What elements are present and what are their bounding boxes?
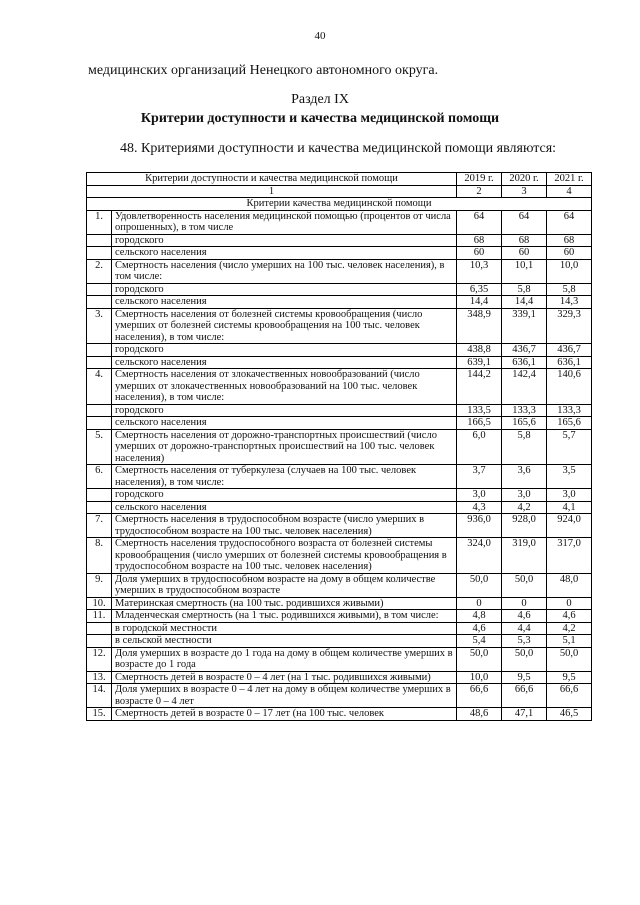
row-value-2019: 438,8 (457, 344, 502, 357)
row-value-2019: 0 (457, 597, 502, 610)
table-subheader: Критерии качества медицинской помощи (87, 198, 592, 211)
row-value-2021: 4,1 (547, 501, 592, 514)
row-indicator: Смертность населения в трудоспособном возрасте (число умерших в трудоспособном возрасте на 100 тыс. человек населения) (112, 514, 457, 538)
section-label: Раздел IX (291, 92, 349, 107)
table-row (87, 465, 592, 489)
row-value-2019: 166,5 (457, 417, 502, 430)
row-number: 9. (87, 573, 112, 597)
row-indicator: городского (112, 234, 457, 247)
row-number (87, 356, 112, 369)
row-value-2020: 50,0 (502, 647, 547, 671)
row-number (87, 404, 112, 417)
table-row (87, 259, 592, 283)
row-value-2021: 60 (547, 247, 592, 260)
table-row (87, 344, 592, 357)
row-number: 10. (87, 597, 112, 610)
row-value-2020: 60 (502, 247, 547, 260)
row-value-2021: 64 (547, 210, 592, 234)
row-number (87, 501, 112, 514)
row-value-2020: 64 (502, 210, 547, 234)
row-value-2021: 4,2 (547, 622, 592, 635)
row-value-2019: 48,6 (457, 708, 502, 721)
row-value-2019: 324,0 (457, 538, 502, 574)
table-row (87, 597, 592, 610)
row-indicator: Смертность детей в возрасте 0 – 17 лет (на 100 тыс. человек (112, 708, 457, 721)
row-value-2019: 5,4 (457, 635, 502, 648)
row-number (87, 344, 112, 357)
row-value-2021: 46,5 (547, 708, 592, 721)
row-number: 7. (87, 514, 112, 538)
row-indicator: Удовлетворенность населения медицинской помощью (процентов от числа опрошенных), в том числе (112, 210, 457, 234)
col-number: 4 (547, 185, 592, 198)
row-value-2020: 5,3 (502, 635, 547, 648)
row-value-2019: 10,3 (457, 259, 502, 283)
table-row (87, 671, 592, 684)
row-number (87, 635, 112, 648)
row-value-2019: 60 (457, 247, 502, 260)
row-number (87, 417, 112, 430)
row-number: 15. (87, 708, 112, 721)
row-value-2020: 10,1 (502, 259, 547, 283)
row-number: 12. (87, 647, 112, 671)
row-value-2019: 4,6 (457, 622, 502, 635)
header-2019: 2019 г. (457, 173, 502, 186)
row-indicator: Смертность населения от туберкулеза (случаев на 100 тыс. человек населения), в том числе: (112, 465, 457, 489)
row-value-2020: 66,6 (502, 684, 547, 708)
column-number-row (87, 185, 592, 198)
row-value-2020: 4,4 (502, 622, 547, 635)
table-row (87, 647, 592, 671)
row-value-2021: 5,8 (547, 283, 592, 296)
row-value-2019: 66,6 (457, 684, 502, 708)
row-value-2020: 47,1 (502, 708, 547, 721)
col-number: 2 (457, 185, 502, 198)
table-row (87, 234, 592, 247)
row-indicator: Смертность населения от дорожно-транспортных происшествий (число умерших от дорожно-транспортных происшествий на 100 тыс. человек населения) (112, 429, 457, 465)
row-value-2021: 5,7 (547, 429, 592, 465)
table-row (87, 429, 592, 465)
row-number: 13. (87, 671, 112, 684)
table-row (87, 247, 592, 260)
table-body (87, 210, 592, 720)
row-value-2021: 133,3 (547, 404, 592, 417)
row-value-2019: 50,0 (457, 647, 502, 671)
row-value-2019: 4,8 (457, 610, 502, 623)
row-value-2021: 3,5 (547, 465, 592, 489)
row-indicator: сельского населения (112, 247, 457, 260)
row-indicator: Смертность населения от болезней системы кровообращения (число умерших от болезней системы кровообращения на 100 тыс. человек населения), в том числе: (112, 308, 457, 344)
row-number (87, 296, 112, 309)
row-value-2019: 4,3 (457, 501, 502, 514)
row-value-2020: 133,3 (502, 404, 547, 417)
row-number: 4. (87, 369, 112, 405)
row-number (87, 247, 112, 260)
row-value-2020: 636,1 (502, 356, 547, 369)
header-2020: 2020 г. (502, 173, 547, 186)
row-number: 8. (87, 538, 112, 574)
table-row (87, 417, 592, 430)
row-value-2021: 10,0 (547, 259, 592, 283)
row-indicator: сельского населения (112, 417, 457, 430)
row-value-2020: 5,8 (502, 283, 547, 296)
row-value-2019: 14,4 (457, 296, 502, 309)
row-indicator: сельского населения (112, 296, 457, 309)
row-indicator: Младенческая смертность (на 1 тыс. родившихся живыми), в том числе: (112, 610, 457, 623)
row-value-2020: 928,0 (502, 514, 547, 538)
row-value-2020: 68 (502, 234, 547, 247)
row-value-2019: 3,0 (457, 489, 502, 502)
row-value-2021: 0 (547, 597, 592, 610)
row-value-2019: 348,9 (457, 308, 502, 344)
table-row (87, 708, 592, 721)
table-row (87, 210, 592, 234)
table-row (87, 308, 592, 344)
row-value-2021: 66,6 (547, 684, 592, 708)
row-indicator: Доля умерших в возрасте до 1 года на дому в общем количестве умерших в возрасте до 1 года (112, 647, 457, 671)
table-row (87, 573, 592, 597)
row-indicator: Смертность населения (число умерших на 100 тыс. человек населения), в том числе: (112, 259, 457, 283)
table-row (87, 356, 592, 369)
row-value-2020: 339,1 (502, 308, 547, 344)
row-indicator: городского (112, 489, 457, 502)
section-title: Критерии доступности и качества медицинской помощи (140, 111, 500, 126)
row-value-2020: 165,6 (502, 417, 547, 430)
row-number: 3. (87, 308, 112, 344)
row-number: 11. (87, 610, 112, 623)
row-value-2021: 48,0 (547, 573, 592, 597)
row-value-2020: 9,5 (502, 671, 547, 684)
row-value-2021: 4,6 (547, 610, 592, 623)
row-number (87, 283, 112, 296)
row-value-2019: 6,35 (457, 283, 502, 296)
row-value-2020: 319,0 (502, 538, 547, 574)
row-value-2020: 5,8 (502, 429, 547, 465)
table-row (87, 538, 592, 574)
row-value-2021: 165,6 (547, 417, 592, 430)
row-value-2020: 0 (502, 597, 547, 610)
row-value-2020: 4,6 (502, 610, 547, 623)
row-indicator: в сельской местности (112, 635, 457, 648)
row-value-2021: 3,0 (547, 489, 592, 502)
table-row (87, 369, 592, 405)
header-2021: 2021 г. (547, 173, 592, 186)
row-value-2020: 142,4 (502, 369, 547, 405)
col-number: 3 (502, 185, 547, 198)
table-row (87, 501, 592, 514)
row-value-2019: 50,0 (457, 573, 502, 597)
row-value-2021: 636,1 (547, 356, 592, 369)
row-value-2020: 3,0 (502, 489, 547, 502)
row-number: 1. (87, 210, 112, 234)
row-indicator: Доля умерших в трудоспособном возрасте на дому в общем количестве умерших в трудоспособном возрасте (112, 573, 457, 597)
row-value-2019: 936,0 (457, 514, 502, 538)
row-indicator: Доля умерших в возрасте 0 – 4 лет на дому в общем количестве умерших в возрасте 0 – 4 лет (112, 684, 457, 708)
page-number: 40 (314, 30, 326, 42)
row-value-2020: 50,0 (502, 573, 547, 597)
row-indicator: Материнская смертность (на 100 тыс. родившихся живыми) (112, 597, 457, 610)
table-header-row (87, 173, 592, 186)
col-number: 1 (87, 185, 457, 198)
table-row (87, 635, 592, 648)
row-indicator: сельского населения (112, 501, 457, 514)
row-value-2019: 133,5 (457, 404, 502, 417)
row-indicator: Смертность населения трудоспособного возраста от болезней системы кровообращения (число умерших от болезней системы кровообращения в трудоспособном возрасте на 100 тыс. человек населения) (112, 538, 457, 574)
row-value-2021: 317,0 (547, 538, 592, 574)
row-value-2021: 329,3 (547, 308, 592, 344)
row-value-2020: 436,7 (502, 344, 547, 357)
table-row (87, 489, 592, 502)
row-value-2019: 639,1 (457, 356, 502, 369)
table-row (87, 404, 592, 417)
clause-text: 48. Критериями доступности и качества медицинской помощи являются: (120, 141, 557, 156)
header-criteria: Критерии доступности и качества медицинской помощи (87, 173, 457, 186)
row-number: 5. (87, 429, 112, 465)
row-number: 14. (87, 684, 112, 708)
row-value-2021: 9,5 (547, 671, 592, 684)
row-value-2019: 144,2 (457, 369, 502, 405)
row-number (87, 234, 112, 247)
row-number: 2. (87, 259, 112, 283)
criteria-table (86, 172, 592, 721)
row-indicator: в городской местности (112, 622, 457, 635)
row-number (87, 489, 112, 502)
row-value-2019: 64 (457, 210, 502, 234)
row-indicator: Смертность населения от злокачественных новообразований (число умерших от злокачественных новообразований на 100 тыс. человек населения), в том числе: (112, 369, 457, 405)
row-indicator: сельского населения (112, 356, 457, 369)
row-number (87, 622, 112, 635)
lead-text: медицинских организаций Ненецкого автономного округа. (88, 63, 439, 78)
row-indicator: городского (112, 283, 457, 296)
table-row (87, 283, 592, 296)
row-value-2020: 14,4 (502, 296, 547, 309)
row-value-2021: 140,6 (547, 369, 592, 405)
row-value-2019: 6,0 (457, 429, 502, 465)
row-value-2019: 3,7 (457, 465, 502, 489)
row-value-2021: 68 (547, 234, 592, 247)
row-value-2021: 924,0 (547, 514, 592, 538)
table-row (87, 296, 592, 309)
table-subheader-row (87, 198, 592, 211)
row-indicator: Смертность детей в возрасте 0 – 4 лет (на 1 тыс. родившихся живыми) (112, 671, 457, 684)
row-value-2020: 3,6 (502, 465, 547, 489)
row-indicator: городского (112, 404, 457, 417)
row-value-2019: 68 (457, 234, 502, 247)
row-number: 6. (87, 465, 112, 489)
row-value-2020: 4,2 (502, 501, 547, 514)
table-row (87, 514, 592, 538)
row-value-2021: 436,7 (547, 344, 592, 357)
row-value-2021: 5,1 (547, 635, 592, 648)
table-row (87, 610, 592, 623)
row-value-2019: 10,0 (457, 671, 502, 684)
row-value-2021: 14,3 (547, 296, 592, 309)
table-row (87, 684, 592, 708)
table-row (87, 622, 592, 635)
row-value-2021: 50,0 (547, 647, 592, 671)
row-indicator: городского (112, 344, 457, 357)
